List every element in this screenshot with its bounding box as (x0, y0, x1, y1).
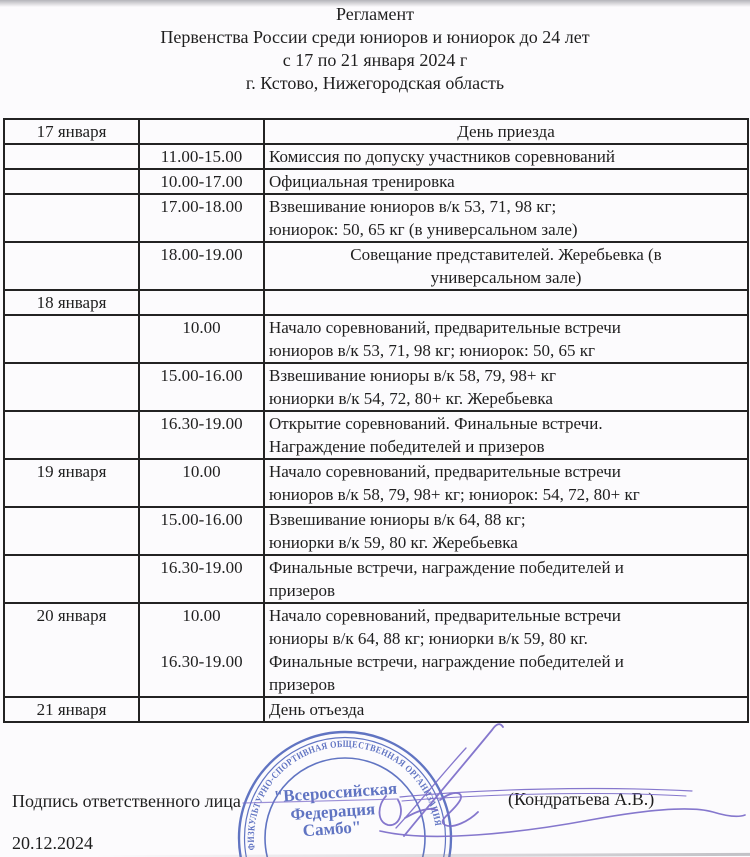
schedule-row (4, 119, 748, 144)
date-cell (4, 411, 139, 459)
date-cell (4, 242, 139, 290)
schedule-row (4, 603, 748, 697)
time-cell: 18.00-19.00 (139, 242, 264, 290)
time-cell: 17.00-18.00 (139, 194, 264, 242)
event-cell: Начало соревнований, предварительные встречи юниоров в/к 58, 79, 98+ кг; юниорок: 54, 72, 80+ кг (264, 459, 748, 507)
event-cell: Взвешивание юниоры в/к 64, 88 кг; юниорки в/к 59, 80 кг. Жеребьевка (264, 507, 748, 555)
time-cell: 10.00 (139, 459, 264, 507)
event-cell: Финальные встречи, награждение победителей и призеров (264, 555, 748, 603)
schedule-row (4, 459, 748, 507)
schedule-row (4, 555, 748, 603)
date-cell: 21 января (4, 697, 139, 722)
stamp-second-ring (245, 738, 446, 857)
stamp-center-line1: "Всероссийская (273, 778, 398, 807)
date-cell (4, 507, 139, 555)
signature-label: Подпись ответственного лица (12, 791, 241, 811)
signatory-name: (Кондратьева А.В.) (508, 789, 655, 809)
date-cell (4, 194, 139, 242)
date-cell (4, 555, 139, 603)
signature-stroke (379, 793, 478, 826)
event-cell: Начало соревнований, предварительные встречи юниоры в/к 64, 88 кг; юниорки в/к 59, 80 кг. Финальные встречи, награждение победителей и призеров (264, 603, 748, 697)
date-cell (4, 363, 139, 411)
date-cell (4, 144, 139, 169)
signature-stroke (243, 799, 398, 803)
schedule-body (4, 119, 748, 722)
schedule-table (3, 118, 749, 723)
schedule-row (4, 290, 748, 315)
date-cell: 19 января (4, 459, 139, 507)
schedule-row (4, 411, 748, 459)
event-cell: День приезда (264, 119, 748, 144)
svg-text:ФИЗКУЛЬТУРНО-СПОРТИВНАЯ ОБЩЕСТ (247, 740, 442, 851)
schedule-row (4, 169, 748, 194)
date-cell (4, 169, 139, 194)
handwritten-signature (243, 724, 745, 836)
time-cell: 16.30-19.00 (139, 555, 264, 603)
event-cell: Официальная тренировка (264, 169, 748, 194)
time-cell (139, 697, 264, 722)
schedule-row (4, 242, 748, 290)
event-cell: День отъезда (264, 697, 748, 722)
time-cell: 15.00-16.00 (139, 507, 264, 555)
event-cell: Начало соревнований, предварительные встречи юниоров в/к 53, 71, 98 кг; юниорок: 50, 65 кг (264, 315, 748, 363)
event-cell: Открытие соревнований. Финальные встречи. Награждение победителей и призеров (264, 411, 748, 459)
schedule-row (4, 144, 748, 169)
schedule-row (4, 315, 748, 363)
time-cell: 10.00 (139, 315, 264, 363)
event-cell: Взвешивание юниоров в/к 53, 71, 98 кг; юниорок: 50, 65 кг (в универсальном зале) (264, 194, 748, 242)
document-date: 20.12.2024 (12, 833, 93, 853)
stamp-center-line3: Самбо" (302, 817, 362, 841)
time-cell (139, 119, 264, 144)
document-header (0, 3, 750, 95)
round-stamp (239, 732, 451, 857)
time-cell: 15.00-16.00 (139, 363, 264, 411)
signature-stroke (380, 809, 745, 836)
schedule-row (4, 363, 748, 411)
date-cell: 20 января (4, 603, 139, 697)
event-cell: Взвешивание юниоры в/к 58, 79, 98+ кг юниорки в/к 54, 72, 80+ кг. Жеребьевка (264, 363, 748, 411)
time-cell (139, 290, 264, 315)
scan-bottom-edge (95, 853, 750, 857)
date-cell: 17 января (4, 119, 139, 144)
signature-stroke (404, 724, 503, 836)
time-cell: 10.00-17.00 (139, 169, 264, 194)
schedule-row (4, 697, 748, 722)
title-line-2: Первенства России среди юниоров и юниорок до 24 лет (160, 27, 590, 47)
stamp-inner-ring (265, 758, 425, 857)
schedule-row (4, 194, 748, 242)
event-cell (264, 290, 748, 315)
time-cell: 16.30-19.00 (139, 411, 264, 459)
stamp-outer-ring (239, 732, 451, 857)
title-line-1: Регламент (335, 4, 415, 24)
event-cell: Комиссия по допуску участников соревнований (264, 144, 748, 169)
title-line-3: с 17 по 21 января 2024 г (282, 50, 468, 70)
signature-stroke (396, 748, 466, 828)
date-cell (4, 315, 139, 363)
time-cell: 11.00-15.00 (139, 144, 264, 169)
stamp-ring-text-top: ФИЗКУЛЬТУРНО-СПОРТИВНАЯ ОБЩЕСТВЕННАЯ ОРГАНИЗАЦИЯ (246, 739, 443, 851)
stamp-center-line2: Федерация (289, 799, 376, 825)
schedule-row (4, 507, 748, 555)
title-line-4: г. Кстово, Нижегородская область (245, 73, 505, 93)
time-cell: 10.00 16.30-19.00 (139, 603, 264, 697)
date-cell: 18 января (4, 290, 139, 315)
event-cell: Совещание представителей. Жеребьевка (в универсальном зале) (264, 242, 748, 290)
